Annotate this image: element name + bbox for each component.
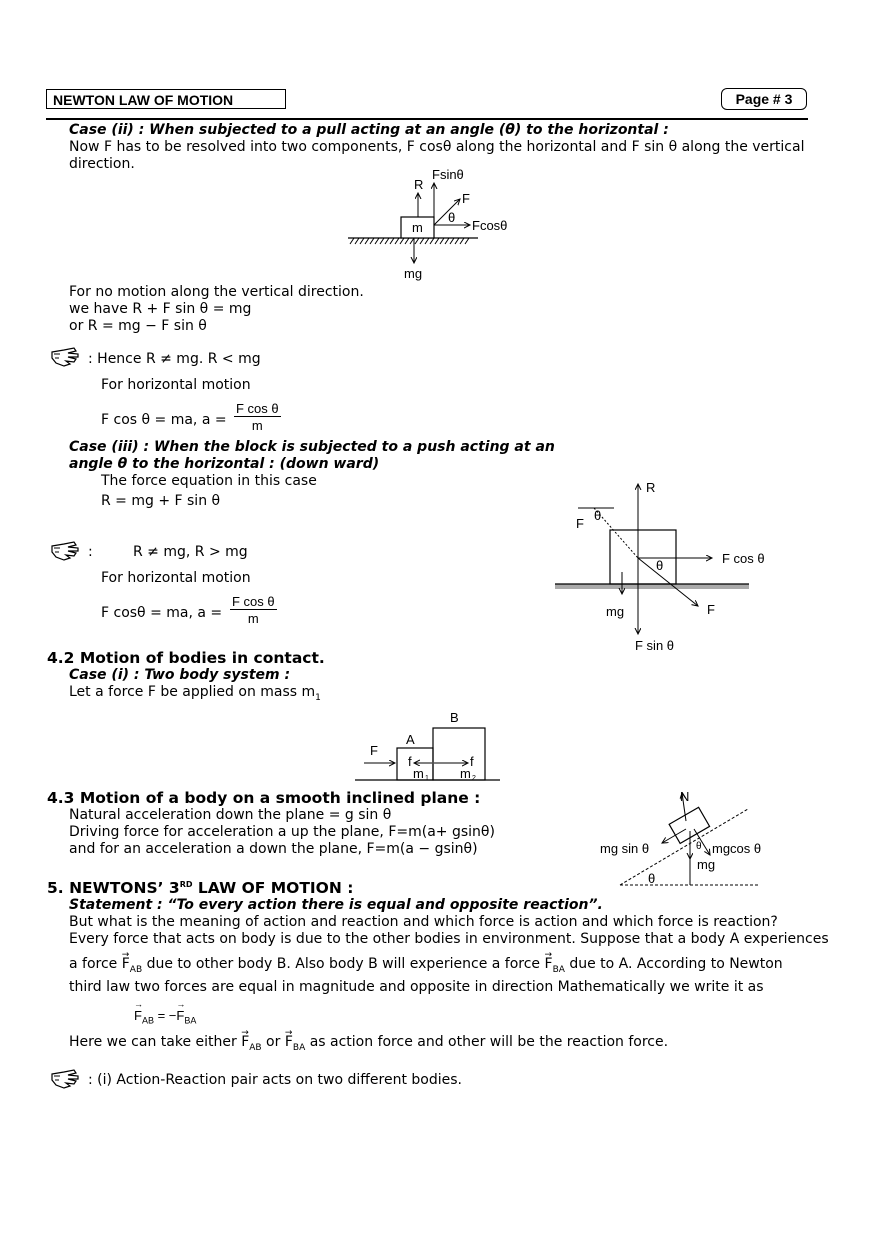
case-iii-frac-den: m (247, 611, 259, 626)
case-iii-l2: R = mg + F sin θ (101, 493, 221, 509)
section-5-equation: → $F_{AB}$ = −→ $F_{BA}$ (134, 1008, 196, 1026)
fig1-Fcos: Fcosθ (472, 218, 508, 233)
fig4-mgsin: mg sin θ (600, 841, 650, 856)
section-5-p1: But what is the meaning of action and reaction and which force is action and which force is reaction? (69, 914, 778, 930)
push-angle-diagram (550, 476, 770, 656)
case-iii-note: R ≠ mg, R > mg (133, 544, 248, 560)
fig4-theta: θ (696, 841, 702, 852)
fig3-m1: m (413, 766, 424, 781)
fig1-mg: mg (404, 266, 423, 281)
case-ii-horizontal: For horizontal motion (101, 377, 251, 393)
fig4-theta2: θ (648, 871, 656, 886)
fig4-N: N (680, 789, 690, 804)
section-4-3-l1: Natural acceleration down the plane = g sin θ (69, 807, 392, 823)
section-4-3-l3: and for an acceleration a down the plane, F=m(a − gsinθ) (69, 841, 478, 857)
section-5-p3a: a force (69, 956, 122, 972)
fig2-theta1: θ (594, 508, 602, 523)
section-5-p2: Every force that acts on body is due to the other bodies in environment. Suppose that a body A experiences (69, 931, 829, 947)
section-5-p5: Here we can take either → $F_{AB}$ or → $F_{BA}$ as action force and other will be the reaction force. (69, 1034, 668, 1057)
section-5-heading (47, 879, 353, 897)
page-number: Page # 3 (721, 88, 807, 110)
fig3-m2sub: 2 (472, 775, 476, 782)
section-4-2-line-text: Let a force F be applied on mass m (69, 684, 316, 700)
header-rule (46, 118, 808, 120)
case-ii-frac-den: m (251, 418, 263, 433)
fig2-Fsin: F sin θ (635, 638, 675, 653)
section-5-note: : (i) Action-Reaction pair acts on two different bodies. (88, 1072, 462, 1088)
fig4-mg: mg (697, 857, 716, 872)
fig3-m1sub: 1 (425, 775, 429, 782)
section-4-2-line (69, 684, 321, 707)
fig2-F1: F (576, 516, 584, 531)
fig1-F: F (462, 191, 470, 206)
fig3-f2: f (470, 754, 474, 769)
pointing-hand-icon (50, 1068, 82, 1090)
fig2-theta2: θ (656, 558, 664, 573)
case-ii-heading: Case (ii) : When subjected to a pull acting at an angle (θ) to the horizontal : (69, 122, 669, 138)
fig2-Fcos: F cos θ (722, 551, 765, 566)
case-ii-l2: we have R + F sin θ = mg (69, 301, 252, 317)
case-ii-line1: Now F has to be resolved into two components, F cosθ along the horizontal and F sin θ along the vertical (69, 139, 805, 155)
section-5-p3b: due to other body B. Also body B will experience a force (142, 956, 545, 972)
section-5-heading-rest: LAW OF MOTION : (192, 879, 354, 897)
case-ii-frac-num: F cos θ (236, 401, 279, 416)
case-ii-line2: direction. (69, 156, 135, 172)
vector-FBA: → $F_{BA}$ (545, 956, 565, 979)
section-5-heading-text: 5. NEWTONS’ 3 (47, 879, 180, 897)
case-ii-note: : Hence R ≠ mg. R < mg (88, 351, 261, 367)
fig3-B: B (450, 710, 459, 725)
section-4-2-heading: 4.2 Motion of bodies in contact. (47, 649, 325, 667)
pull-angle-diagram (340, 165, 530, 285)
fig2-F2: F (707, 602, 715, 617)
case-ii-l3: or R = mg − F sin θ (69, 318, 207, 334)
document-title: NEWTON LAW OF MOTION (46, 89, 286, 109)
section-5-p3 (69, 956, 783, 979)
case-iii-fraction (230, 594, 277, 627)
fig1-theta: θ (448, 210, 456, 225)
section-4-3-heading: 4.3 Motion of a body on a smooth inclined plane : (47, 789, 481, 807)
section-5-p3c: due to A. According to Newton (564, 956, 783, 972)
section-5-statement: Statement : “To every action there is equal and opposite reaction”. (69, 897, 603, 913)
inclined-plane-diagram (598, 785, 773, 890)
pointing-hand-icon (50, 540, 82, 562)
fig1-m: m (412, 220, 423, 235)
fig3-F: F (370, 743, 378, 758)
case-ii-equation: F cos θ = ma, a = (101, 412, 227, 428)
case-iii-note-colon: : (88, 544, 93, 560)
fig1-Fsin: Fsinθ (432, 167, 464, 182)
section-4-2-line-sub: 1 (315, 692, 321, 703)
section-5-p4: third law two forces are equal in magnitude and opposite in direction Mathematically we write it as (69, 979, 764, 995)
fig2-R: R (646, 480, 656, 495)
case-ii-l1: For no motion along the vertical direction. (69, 284, 364, 300)
fig2-mg: mg (606, 604, 625, 619)
fig3-m2: m (460, 766, 471, 781)
fig3-f1: f (408, 754, 412, 769)
case-iii-equation: F cosθ = ma, a = (101, 605, 223, 621)
case-iii-l1: The force equation in this case (101, 473, 317, 489)
fig4-mgcos: mgcos θ (712, 841, 762, 856)
section-4-3-l2: Driving force for acceleration a up the plane, F=m(a+ gsinθ) (69, 824, 495, 840)
case-iii-horizontal: For horizontal motion (101, 570, 251, 586)
vector-FAB: → $F_{AB}$ (122, 956, 142, 979)
section-5-heading-sup: RD (179, 879, 193, 889)
pointing-hand-icon (50, 346, 82, 368)
case-iii-heading2: angle θ to the horizontal : (down ward) (69, 456, 380, 472)
section-4-2-case: Case (i) : Two body system : (69, 667, 291, 683)
fig1-R: R (414, 177, 424, 192)
case-iii-frac-num: F cos θ (232, 594, 275, 609)
contact-bodies-diagram (350, 705, 510, 785)
case-iii-heading1: Case (iii) : When the block is subjected to a push acting at an (69, 439, 555, 455)
case-ii-fraction (234, 401, 281, 434)
fig3-A: A (406, 732, 415, 747)
